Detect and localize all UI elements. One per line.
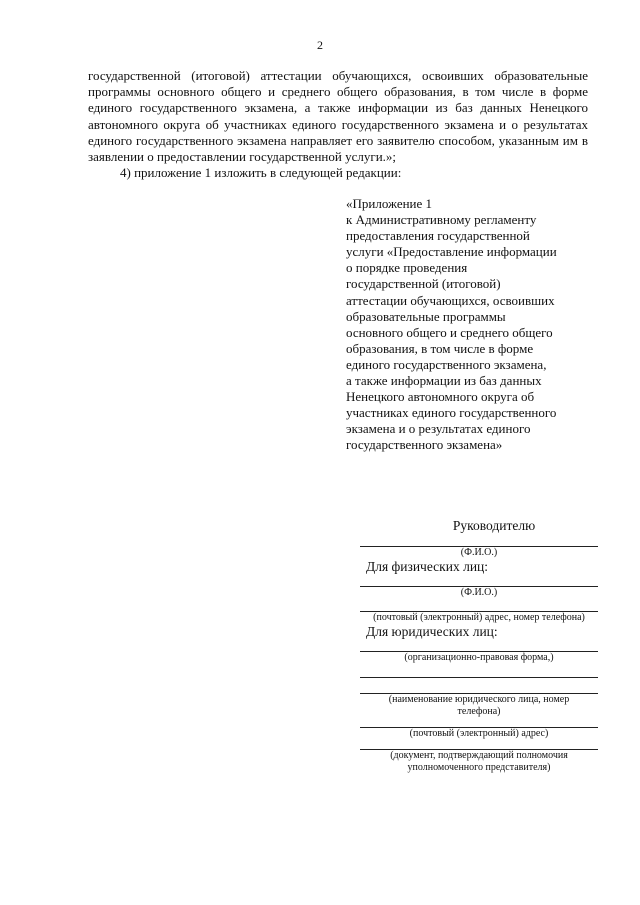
appendix-line: экзамена и о результатах единого (346, 421, 531, 437)
appendix-line: аттестации обучающихся, освоивших (346, 292, 555, 308)
appendix-line: Ненецкого автономного округа об (346, 389, 535, 405)
legal-name-caption: (наименование юридического лица, номер телефона) (388, 694, 570, 717)
appendix-line: образования, в том числе в форме (346, 340, 534, 356)
individuals-label: Для физических лиц: (366, 559, 489, 574)
appendix-line: к Административному регламенту (346, 212, 537, 228)
appendix-line: государственной (итоговой) (346, 276, 501, 292)
fio-caption: (Ф.И.О.) (460, 547, 498, 558)
appendix-line: основного общего и среднего общего (346, 324, 553, 340)
appendix-line: «Приложение 1 (346, 196, 433, 211)
legal-form-caption: (организационно-правовая форма,) (404, 652, 554, 663)
addressee-label: Руководителю (452, 518, 536, 533)
appendix-line: а также информации из баз данных (346, 373, 542, 389)
appendix-line: образовательные программы (346, 308, 506, 324)
legal-address-caption: (почтовый (электронный) адрес) (409, 728, 549, 739)
appendix-line: услуги «Предоставление информации (346, 244, 557, 260)
item-4: 4) приложение 1 изложить в следующей редакции: (120, 165, 402, 181)
individual-address-caption: (почтовый (электронный) адрес, номер телефона) (373, 612, 585, 623)
representative-doc-caption: (документ, подтверждающий полномочия уполномоченного представителя) (390, 750, 568, 773)
appendix-line: о порядке проведения (346, 260, 468, 276)
appendix-header (346, 196, 596, 454)
appendix-line: государственного экзамена» (346, 437, 503, 453)
appendix-line: предоставления государственной (346, 228, 530, 244)
application-form (360, 518, 598, 774)
page-number: 2 (317, 38, 323, 52)
body-text (88, 68, 588, 181)
appendix-line: единого государственного экзамена, (346, 356, 547, 372)
legal-entities-label: Для юридических лиц: (366, 624, 498, 639)
paragraph-continued: государственной (итоговой) аттестации обучающихся, освоивших образовательные программы основного общего и среднего общего образования, в том числе в форме единого государственного экзамена, а также информации из баз данных Ненецкого автономного округа об участниках единого государственного экзамена и о результатах единого государственного экзамена направляет его заявителю способом, указанным им в заявлении о предоставлении государственной услуги.»; (88, 68, 588, 165)
individual-fio-caption: (Ф.И.О.) (460, 587, 498, 598)
appendix-line: участниках единого государственного (346, 405, 557, 421)
